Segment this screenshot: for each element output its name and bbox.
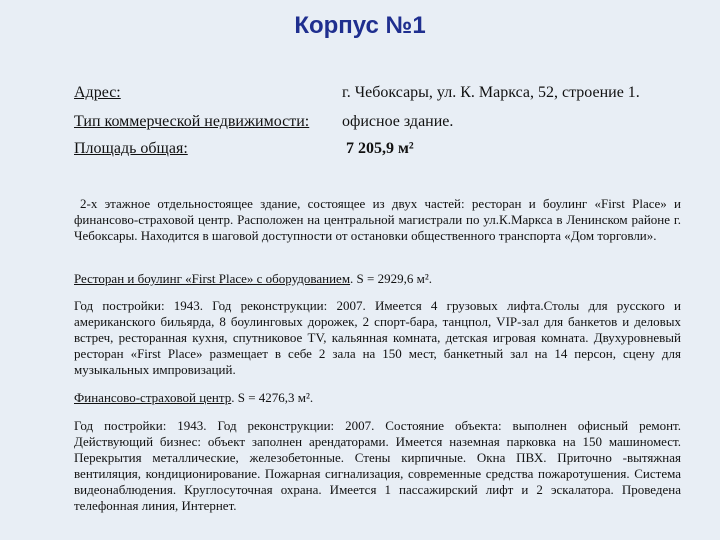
fact-row-property-type: [74, 113, 694, 135]
page-title: Корпус №1: [294, 12, 426, 39]
fact-value: 7 205,9 м²: [346, 140, 414, 157]
finance-description: Год постройки: 1943. Год реконструкции: 2007. Состояние объекта: выполнен офисный ремонт. Действующий бизнес: объект заполнен арендаторами. Имеется наземная парковка на 150 машиномест. Перекрытия металлические, железобетонные. Стены кирпичные. Окна ПВХ. Приточно -вытяжная вентиляция, кондиционирование. Пожарная сигнализация, современные средства пожаротушения. Система видеонаблюдения. Круглосуточная охрана. Имеется 1 пассажирский лифт и 2 эскалатора. Проведена телефонная линия, Интернет.: [74, 418, 681, 513]
fact-row-address: [74, 84, 694, 106]
finance-heading: Финансово-страховой центр: [74, 390, 232, 405]
finance-heading-line: [74, 390, 681, 406]
restaurant-description: Год постройки: 1943. Год реконструкции: 2007. Имеется 4 грузовых лифта.Столы для русского и американского бильярда, 8 боулинговых дорожек, 2 спорт-бара, танцпол, VIP-зал для банкетов и деловых встреч, ресторанная кухня, спутниковое TV, кальянная комната, детская игровая комната. Двухуровневый ресторан «First Place» размещает в себе 2 зала на 150 мест, банкетный зал на 14 персон, сцену для музыкальных импровизаций.: [74, 298, 681, 377]
building-description: 2-х этажное отдельностоящее здание, состоящее из двух частей: ресторан и боулинг «First Place» и финансово-страховой центр. Расположен на центральной магистрали по ул.К.Маркса в Ленинском районе г. Чебоксары. Находится в шаговой доступности от остановки общественного транспорта «Дом торговли».: [74, 196, 681, 243]
finance-area: . S = 4276,3 м².: [231, 390, 314, 405]
restaurant-area: . S = 2929,6 м².: [350, 271, 432, 286]
fact-label: Адрес:: [74, 84, 121, 101]
restaurant-heading: Ресторан и боулинг «First Place» с оборудованием: [74, 271, 351, 286]
fact-label: Площадь общая:: [74, 140, 188, 157]
fact-label: Тип коммерческой недвижимости:: [74, 113, 310, 130]
fact-row-total-area: [74, 140, 694, 162]
restaurant-heading-line: [74, 271, 681, 287]
fact-value: г. Чебоксары, ул. К. Маркса, 52, строение 1.: [342, 84, 640, 101]
fact-value: офисное здание.: [342, 113, 454, 130]
